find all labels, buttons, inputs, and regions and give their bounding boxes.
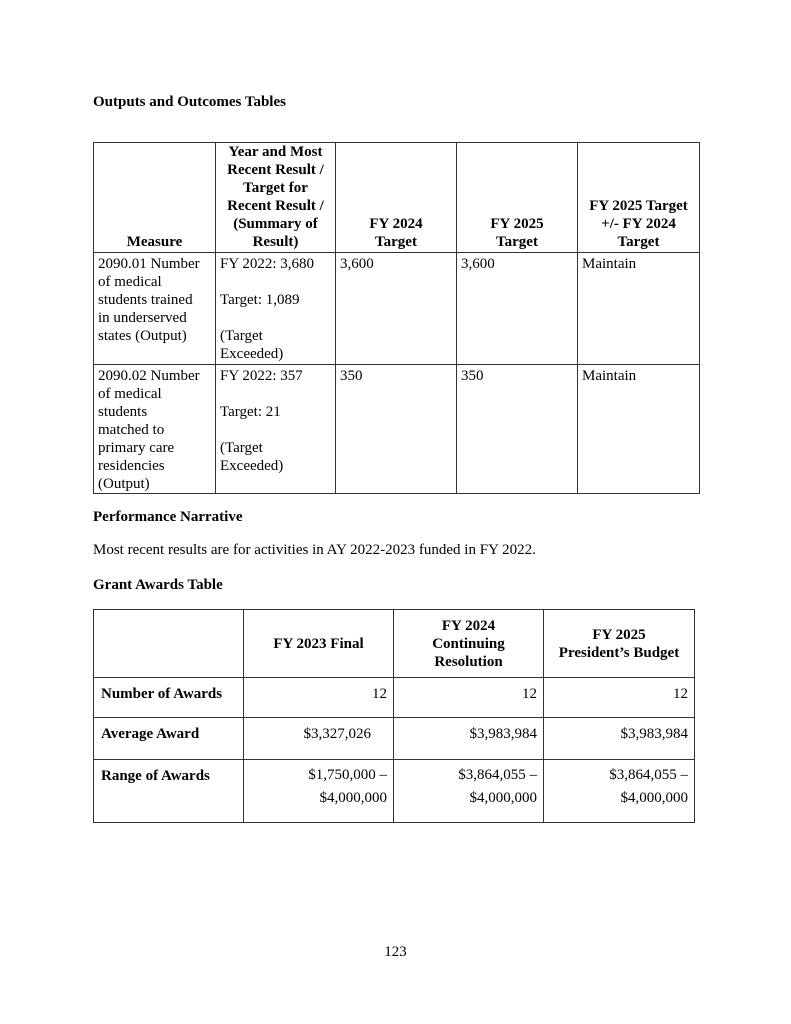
fy2025-cell: 3,600: [457, 253, 578, 365]
table-row: [94, 365, 700, 494]
grant-awards-table: [93, 609, 695, 823]
header-fy2024-target: FY 2024 Target: [336, 143, 457, 253]
fy2024-cell: 3,600: [336, 253, 457, 365]
header-target-change: FY 2025 Target +/- FY 2024 Target: [578, 143, 700, 253]
row-label: Number of Awards: [94, 678, 244, 718]
change-cell: Maintain: [578, 365, 700, 494]
header-fy2023-final: FY 2023 Final: [244, 610, 394, 678]
header-fy2024-cr: FY 2024 Continuing Resolution: [394, 610, 544, 678]
result-cell: FY 2022: 357 Target: 21 (Target Exceeded): [216, 365, 336, 494]
value-cell: 12: [244, 678, 394, 718]
value-cell: 12: [544, 678, 695, 718]
header-measure: Measure: [94, 143, 216, 253]
outcomes-table: [93, 142, 700, 494]
grant-awards-heading: Grant Awards Table: [93, 577, 223, 593]
performance-narrative-heading: Performance Narrative: [93, 509, 243, 525]
table-header-row: [94, 610, 695, 678]
header-blank: [94, 610, 244, 678]
narrative-text: Most recent results are for activities in AY 2022-2023 funded in FY 2022.: [93, 542, 536, 558]
row-label: Range of Awards: [94, 760, 244, 823]
measure-cell: 2090.02 Number of medical students matched to primary care residencies (Output): [94, 365, 216, 494]
table-row: [94, 678, 695, 718]
table-row: [94, 253, 700, 365]
table-header-row: [94, 143, 700, 253]
change-cell: Maintain: [578, 253, 700, 365]
header-fy2025-target: FY 2025 Target: [457, 143, 578, 253]
fy2024-cell: 350: [336, 365, 457, 494]
measure-cell: 2090.01 Number of medical students trained in underserved states (Output): [94, 253, 216, 365]
table-row: [94, 718, 695, 760]
value-cell: $1,750,000 – $4,000,000: [244, 760, 394, 823]
value-cell: $3,864,055 – $4,000,000: [544, 760, 695, 823]
header-recent-result: Year and Most Recent Result / Target for Recent Result / (Summary of Result): [216, 143, 336, 253]
row-label: Average Award: [94, 718, 244, 760]
table-row: [94, 760, 695, 823]
result-cell: FY 2022: 3,680 Target: 1,089 (Target Exceeded): [216, 253, 336, 365]
fy2025-cell: 350: [457, 365, 578, 494]
page-number: 123: [384, 944, 407, 960]
header-fy2025-pb: FY 2025 President’s Budget: [544, 610, 695, 678]
value-cell: $3,864,055 – $4,000,000: [394, 760, 544, 823]
value-cell: $3,327,026: [244, 718, 394, 760]
value-cell: $3,983,984: [394, 718, 544, 760]
value-cell: $3,983,984: [544, 718, 695, 760]
value-cell: 12: [394, 678, 544, 718]
outputs-outcomes-heading: Outputs and Outcomes Tables: [93, 94, 286, 110]
